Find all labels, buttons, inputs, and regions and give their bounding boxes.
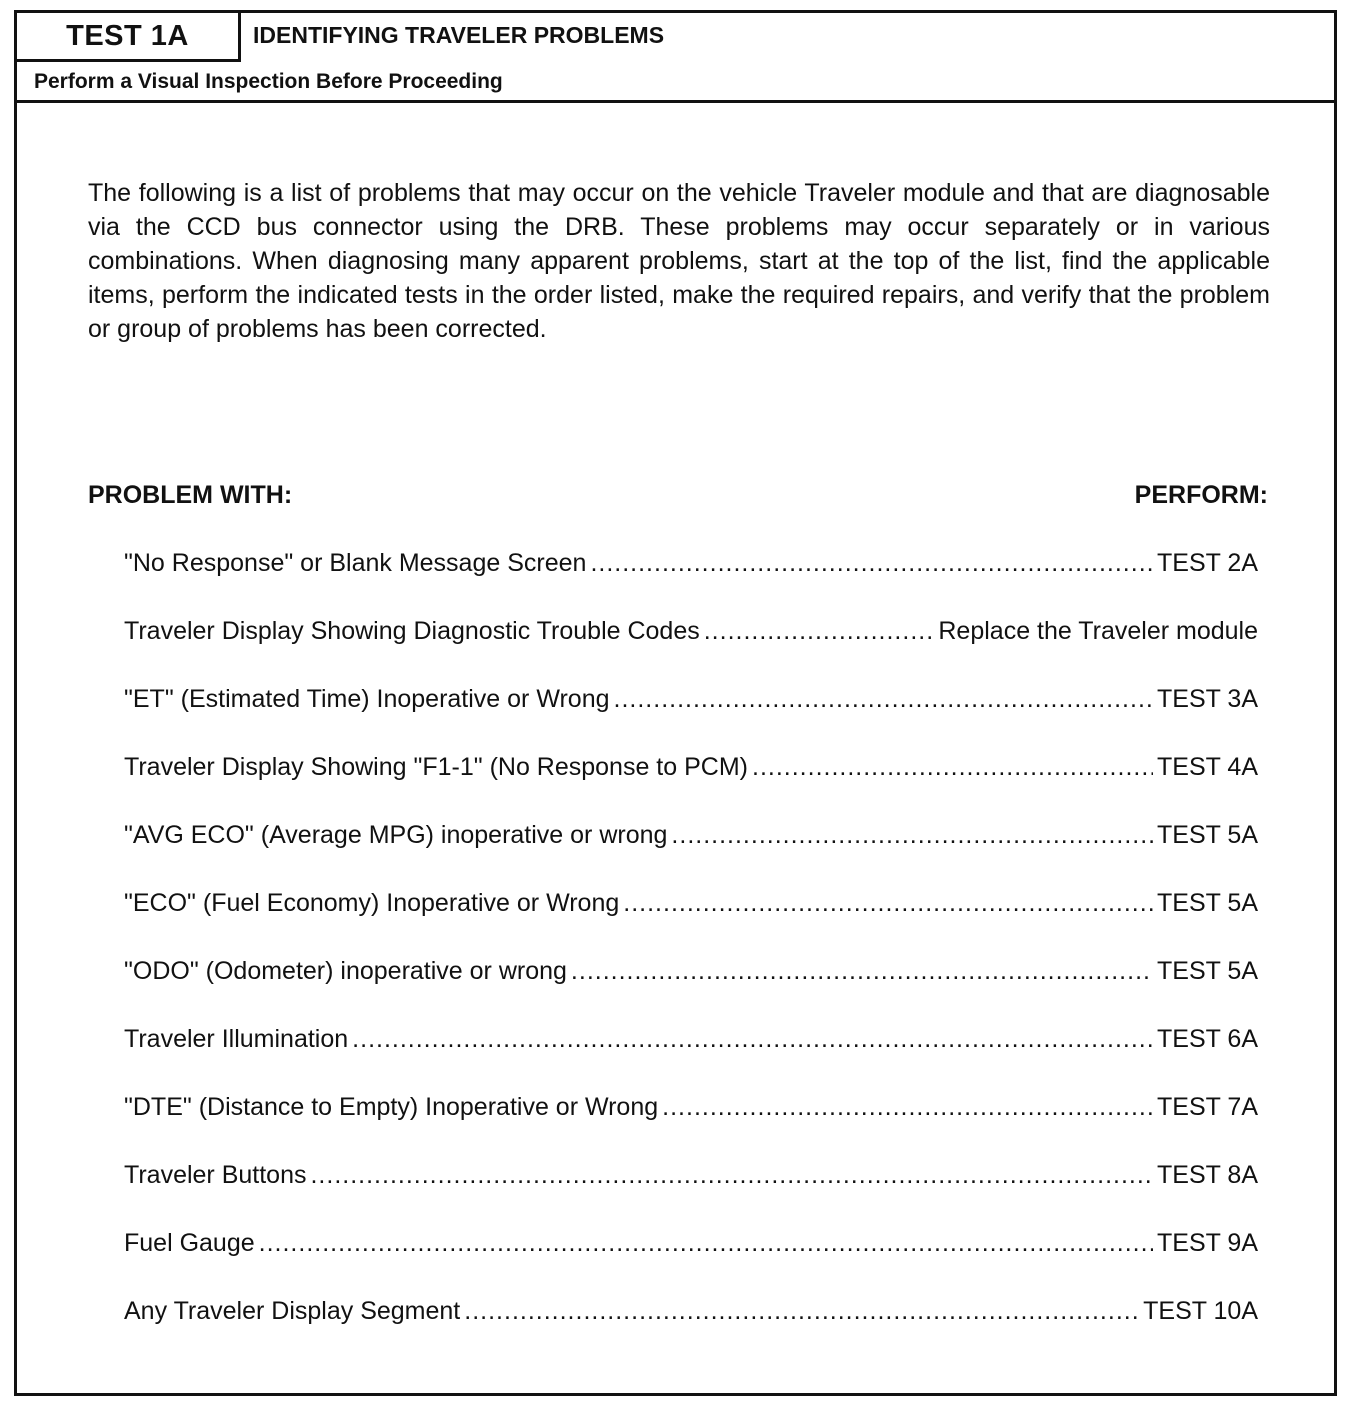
perform-action: TEST 8A [1157,1161,1258,1189]
problem-label: Any Traveler Display Segment [124,1297,461,1325]
test-id-box [14,10,241,62]
list-item [124,947,1258,1015]
dot-leader [671,811,1153,859]
perform-action: TEST 5A [1157,821,1258,849]
problem-label: "DTE" (Distance to Empty) Inoperative or Wrong [124,1093,659,1121]
dot-leader [614,675,1154,723]
dot-leader [352,1015,1153,1063]
problem-label: Traveler Illumination [124,1025,349,1053]
perform-action: TEST 4A [1157,753,1258,781]
perform-action: TEST 3A [1157,685,1258,713]
inspection-note: Perform a Visual Inspection Before Proceeding [34,70,503,93]
list-item [124,1287,1258,1355]
list-item [124,1083,1258,1151]
problem-label: Traveler Buttons [124,1161,307,1189]
problem-label: "AVG ECO" (Average MPG) inoperative or wrong [124,821,668,849]
perform-action: TEST 5A [1157,957,1258,985]
problem-label: "No Response" or Blank Message Screen [124,549,587,577]
dot-leader [310,1151,1153,1199]
problem-label: Traveler Display Showing Diagnostic Trouble Codes [124,617,700,645]
dot-leader [259,1219,1153,1267]
problem-list [124,539,1258,1355]
dot-leader [623,879,1153,927]
dot-leader [662,1083,1153,1131]
problem-label: "ET" (Estimated Time) Inoperative or Wrong [124,685,610,713]
perform-action: TEST 10A [1143,1297,1258,1325]
list-item [124,675,1258,743]
dot-leader [464,1287,1139,1335]
test-id: TEST 1A [66,19,189,52]
dot-leader [752,743,1153,791]
problem-column-header: PROBLEM WITH: [88,481,293,509]
perform-action: TEST 7A [1157,1093,1258,1121]
perform-action: TEST 9A [1157,1229,1258,1257]
perform-action: TEST 2A [1157,549,1258,577]
perform-action: TEST 6A [1157,1025,1258,1053]
list-item [124,743,1258,811]
dot-leader [571,947,1153,995]
list-item [124,539,1258,607]
list-item [124,1015,1258,1083]
list-item [124,1219,1258,1287]
problem-label: Fuel Gauge [124,1229,255,1257]
list-item [124,811,1258,879]
header-divider [14,100,1337,103]
perform-action: TEST 5A [1157,889,1258,917]
list-item [124,1151,1258,1219]
dot-leader [704,607,935,655]
problem-label: "ECO" (Fuel Economy) Inoperative or Wrong [124,889,620,917]
problem-label: Traveler Display Showing "F1-1" (No Response to PCM) [124,753,748,781]
test-title: IDENTIFYING TRAVELER PROBLEMS [253,22,665,48]
procedure-frame [14,10,1337,1396]
dot-leader [590,539,1153,587]
list-item [124,879,1258,947]
problem-label: "ODO" (Odometer) inoperative or wrong [124,957,567,985]
list-item [124,607,1258,675]
perform-action: Replace the Traveler module [938,617,1258,645]
intro-paragraph: The following is a list of problems that may occur on the vehicle Traveler module and that are diagnosable via the CCD bus connector using the DRB. These problems may occur separately or in various combinations. When diagnosing many apparent problems, start at the top of the list, find the applicable items, perform the indicated tests in the order listed, make the required repairs, and verify that the problem or group of problems has been corrected. [88,179,1270,343]
perform-column-header: PERFORM: [1134,481,1268,509]
